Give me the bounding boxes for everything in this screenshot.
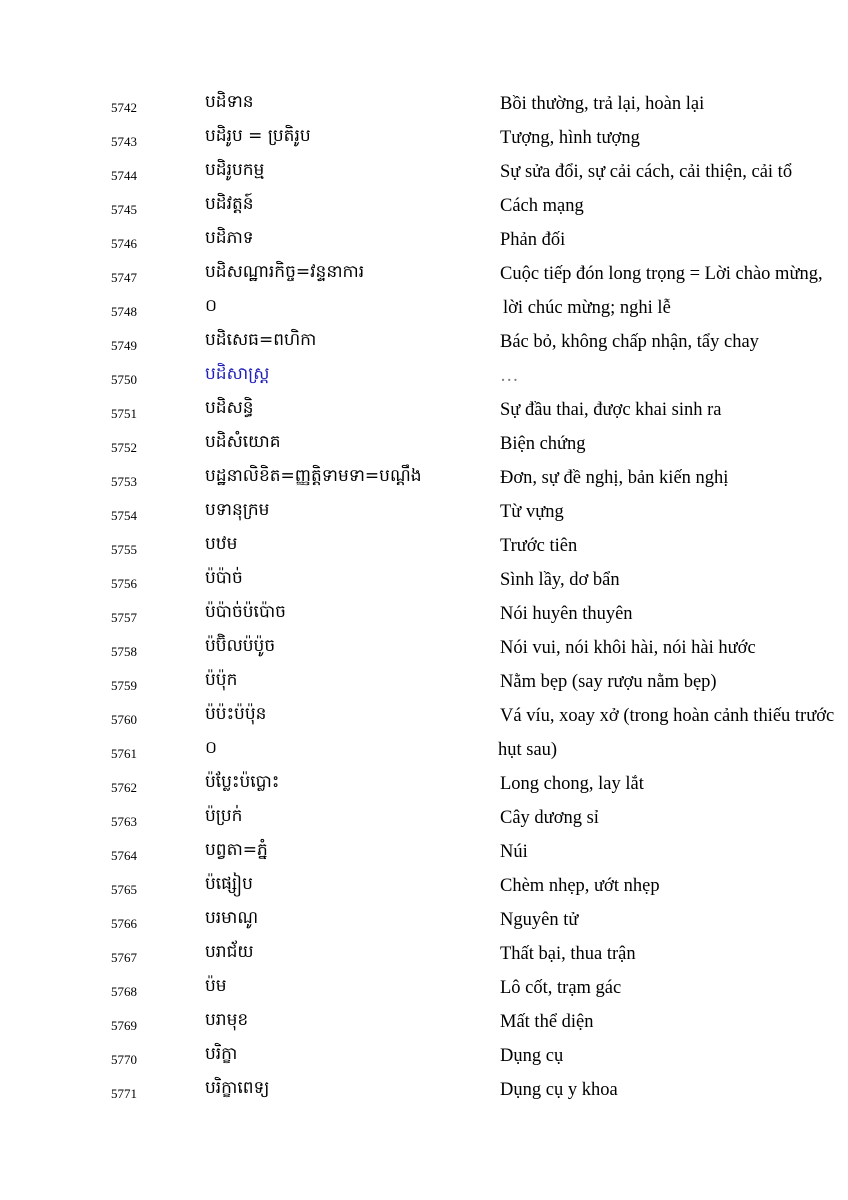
khmer-term: បទានុក្រម <box>205 500 270 520</box>
entry-row <box>0 126 848 160</box>
entry-row <box>0 636 848 670</box>
vietnamese-translation: Vá víu, xoay xở (trong hoàn cảnh thiếu trước <box>500 706 835 726</box>
entry-number: 5744 <box>111 168 137 183</box>
vietnamese-translation: Đơn, sự đề nghị, bản kiến nghị <box>500 468 729 488</box>
entry-row <box>0 1078 848 1112</box>
entry-row <box>0 1010 848 1044</box>
vietnamese-translation: Cách mạng <box>500 196 584 216</box>
vietnamese-translation: Lô cốt, trạm gác <box>500 978 622 998</box>
entry-number: 5759 <box>111 678 137 693</box>
khmer-term: ប៉ប៉ាច់ <box>205 568 243 588</box>
khmer-term: ០ <box>205 296 218 316</box>
entry-number: 5769 <box>111 1018 137 1033</box>
entry-row <box>0 908 848 942</box>
vietnamese-translation: Sự sửa đổi, sự cải cách, cải thiện, cải tổ <box>500 162 793 182</box>
khmer-term: បឋម <box>205 534 238 554</box>
entry-row <box>0 976 848 1010</box>
entry-number: 5764 <box>111 848 137 863</box>
vietnamese-translation: Cây dương sỉ <box>500 808 599 828</box>
entry-number: 5751 <box>111 406 137 421</box>
entry-row <box>0 466 848 500</box>
khmer-term: បព្វតា=ភ្នំ <box>205 840 268 860</box>
entry-number: 5762 <box>111 780 137 795</box>
vietnamese-translation: hụt sau) <box>498 740 558 760</box>
entry-number: 5754 <box>111 508 137 523</box>
entry-row <box>0 704 848 738</box>
vietnamese-translation: Nói huyên thuyên <box>500 604 633 624</box>
vietnamese-translation: Mất thể diện <box>500 1012 594 1032</box>
khmer-term: បដិវត្តន៍ <box>205 194 254 214</box>
khmer-term: បដិសន្ធិ <box>205 398 254 418</box>
entry-number: 5752 <box>111 440 137 455</box>
khmer-term: ប៉ផ្សៀប <box>205 874 253 894</box>
entry-number: 5746 <box>111 236 137 251</box>
khmer-term: ០ <box>205 738 218 758</box>
entry-row <box>0 398 848 432</box>
vietnamese-translation: Núi <box>500 842 528 862</box>
entry-row <box>0 194 848 228</box>
vietnamese-translation: Nguyên tử <box>500 910 579 930</box>
entry-number: 5745 <box>111 202 137 217</box>
entry-row <box>0 738 848 772</box>
entry-row <box>0 806 848 840</box>
entry-number: 5743 <box>111 134 137 149</box>
khmer-term: ប៉ប៊ិលប៉ប៉ូច <box>205 636 276 656</box>
khmer-term: ប៉ប្លែះប៉ប្លោះ <box>205 772 280 792</box>
khmer-term: បដិសណ្ឋារកិច្ច=វន្ទនាការ <box>205 262 365 282</box>
entry-number: 5758 <box>111 644 137 659</box>
khmer-term: បរាមុខ <box>205 1010 249 1030</box>
khmer-term: បដិសេធ=ពហិកា <box>205 330 317 350</box>
entry-number: 5757 <box>111 610 137 625</box>
vietnamese-translation: Phản đối <box>500 230 566 250</box>
entry-row <box>0 500 848 534</box>
entry-number: 5760 <box>111 712 137 727</box>
khmer-term: ប៉ប៉ាច់ប៉ប៉ោច <box>205 602 286 622</box>
vietnamese-translation: Biện chứng <box>500 434 586 454</box>
khmer-term: ប៉ប្រក់ <box>205 806 243 826</box>
entry-number: 5770 <box>111 1052 137 1067</box>
entry-row <box>0 874 848 908</box>
khmer-term: បដិសំយោគ <box>205 432 281 452</box>
vietnamese-translation: Sình lầy, dơ bẩn <box>500 570 620 590</box>
khmer-term: ប៉ម <box>205 976 227 996</box>
vietnamese-translation: Từ vựng <box>500 502 564 522</box>
khmer-term: បដិភាទ <box>205 228 254 248</box>
entry-row <box>0 670 848 704</box>
khmer-term: បដិរូបកម្ម <box>205 160 265 180</box>
entry-number: 5749 <box>111 338 137 353</box>
vietnamese-translation: Bác bỏ, không chấp nhận, tẩy chay <box>500 332 759 352</box>
entry-row <box>0 262 848 296</box>
khmer-term: បរមាណូ <box>205 908 259 928</box>
entry-number: 5753 <box>111 474 137 489</box>
entry-row <box>0 602 848 636</box>
entry-number: 5755 <box>111 542 137 557</box>
entry-number: 5761 <box>111 746 137 761</box>
entry-number: 5750 <box>111 372 137 387</box>
vietnamese-translation: lời chúc mừng; nghi lễ <box>503 298 671 318</box>
khmer-term: បដិរូប = ប្រតិរូប <box>205 126 311 146</box>
khmer-term: បរិក្ខាពេទ្យ <box>205 1078 270 1098</box>
entry-number: 5768 <box>111 984 137 999</box>
entry-row <box>0 364 848 398</box>
vietnamese-translation: Dụng cụ <box>500 1046 564 1066</box>
entry-number: 5747 <box>111 270 137 285</box>
vietnamese-translation: Sự đầu thai, được khai sinh ra <box>500 400 722 420</box>
entry-row <box>0 942 848 976</box>
khmer-term: ប៉ប៉ះប៉ប៉ុន <box>205 704 267 724</box>
entry-row <box>0 228 848 262</box>
entry-row <box>0 330 848 364</box>
entry-row <box>0 840 848 874</box>
vietnamese-translation: Cuộc tiếp đón long trọng = Lời chào mừng, <box>500 264 823 284</box>
entry-row <box>0 1044 848 1078</box>
entry-number: 5771 <box>111 1086 137 1101</box>
khmer-term: បដ្ឋនាលិខិត=ញ្ញត្តិទាមទា=បណ្តឹង <box>205 466 422 486</box>
entry-row <box>0 432 848 466</box>
vietnamese-translation: Thất bại, thua trận <box>500 944 636 964</box>
entry-number: 5742 <box>111 100 137 115</box>
entry-row <box>0 160 848 194</box>
khmer-term: បដិទាន <box>205 92 254 112</box>
khmer-term: បរិក្ខា <box>205 1044 238 1064</box>
entry-row <box>0 568 848 602</box>
khmer-term: បដិសាស្រ្ត <box>205 364 270 384</box>
vietnamese-translation: Bồi thường, trả lại, hoàn lại <box>500 94 705 114</box>
khmer-term: ប៉ប៉ុក <box>205 670 238 690</box>
entry-number: 5766 <box>111 916 137 931</box>
entry-number: 5765 <box>111 882 137 897</box>
vietnamese-translation: … <box>500 366 519 386</box>
vietnamese-translation: Long chong, lay lắt <box>500 774 644 794</box>
entry-number: 5767 <box>111 950 137 965</box>
entry-number: 5763 <box>111 814 137 829</box>
entry-number: 5748 <box>111 304 137 319</box>
vietnamese-translation: Trước tiên <box>500 536 578 556</box>
vietnamese-translation: Dụng cụ y khoa <box>500 1080 618 1100</box>
entry-row <box>0 772 848 806</box>
vietnamese-translation: Tượng, hình tượng <box>500 128 640 148</box>
entry-number: 5756 <box>111 576 137 591</box>
entry-row <box>0 92 848 126</box>
entry-row <box>0 534 848 568</box>
vietnamese-translation: Nằm bẹp (say rượu nằm bẹp) <box>500 672 717 692</box>
khmer-term: បរាជ័យ <box>205 942 254 962</box>
vietnamese-translation: Chèm nhẹp, ướt nhẹp <box>500 876 660 896</box>
vietnamese-translation: Nói vui, nói khôi hài, nói hài hước <box>500 638 756 658</box>
entry-row <box>0 296 848 330</box>
